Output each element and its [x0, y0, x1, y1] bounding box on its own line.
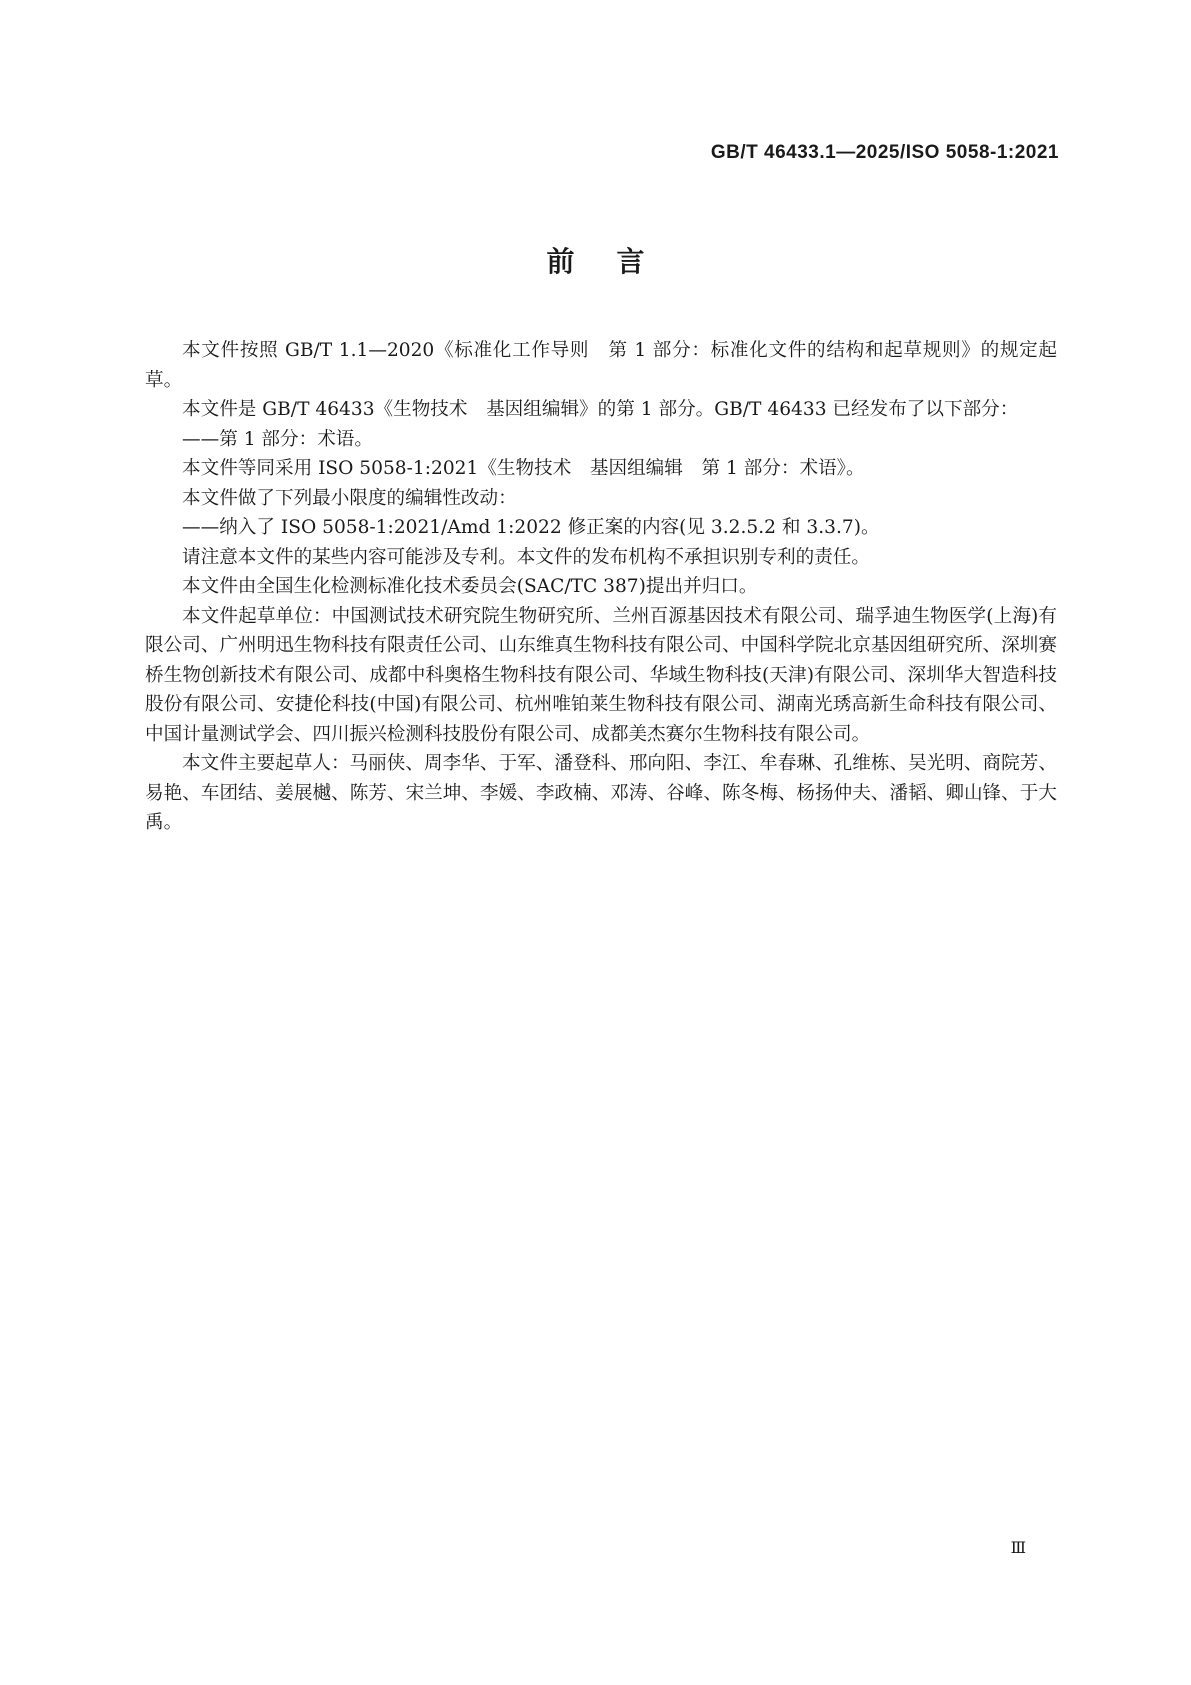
page-title: 前言: [546, 245, 687, 278]
page-number: Ⅲ: [1010, 1540, 1026, 1557]
list-item-part-1: ——第 1 部分：术语。: [182, 428, 373, 450]
paragraph-series-part: 本文件是 GB/T 46433《生物技术 基因组编辑》的第 1 部分。GB/T 46433 已经发布了以下部分：: [182, 399, 1019, 420]
paragraph-adoption: 本文件等同采用 ISO 5058-1:2021《生物技术 基因组编辑 第 1 部分：术语》。: [182, 458, 865, 479]
paragraph-proposer: 本文件由全国生化检测标准化技术委员会(SAC/TC 387)提出并归口。: [182, 576, 758, 597]
paragraph-editorial-changes: 本文件做了下列最小限度的编辑性改动：: [182, 487, 517, 509]
paragraph-drafting-rules: 本文件按照 GB/T 1.1—2020《标准化工作导则 第 1 部分：标准化文件的结构和起草规则》的规定起草。: [145, 340, 1057, 391]
foreword-body: [145, 336, 1057, 838]
list-item-amendment: ——纳入了 ISO 5058-1:2021/Amd 1:2022 修正案的内容(见 3.2.5.2 和 3.3.7)。: [182, 517, 880, 538]
paragraph-patent-notice: 请注意本文件的某些内容可能涉及专利。本文件的发布机构不承担识别专利的责任。: [182, 546, 870, 568]
paragraph-drafters: 本文件主要起草人：马丽侠、周李华、于军、潘登科、邢向阳、李江、牟春琳、孔维栋、吴光明、商院芳、易艳、车团结、姜展樾、陈芳、宋兰坤、李媛、李政楠、邓涛、谷峰、陈冬梅、杨扬仲夫、潘韬、卿山锋、于大禹。: [145, 753, 1057, 833]
standard-number: GB/T 46433.1—2025/ISO 5058-1:2021: [710, 142, 1059, 163]
paragraph-drafting-units: 本文件起草单位：中国测试技术研究院生物研究所、兰州百源基因技术有限公司、瑞孚迪生物医学(上海)有限公司、广州明迅生物科技有限责任公司、山东维真生物科技有限公司、中国科学院北京基因组研究所、深圳赛桥生物创新技术有限公司、成都中科奥格生物科技有限公司、华域生物科技(天津)有限公司、深圳华大智造科技股份有限公司、安捷伦科技(中国)有限公司、杭州唯铂莱生物科技有限公司、湖南光琇高新生命科技有限公司、中国计量测试学会、四川振兴检测科技股份有限公司、成都美杰赛尔生物科技有限公司。: [145, 605, 1057, 745]
